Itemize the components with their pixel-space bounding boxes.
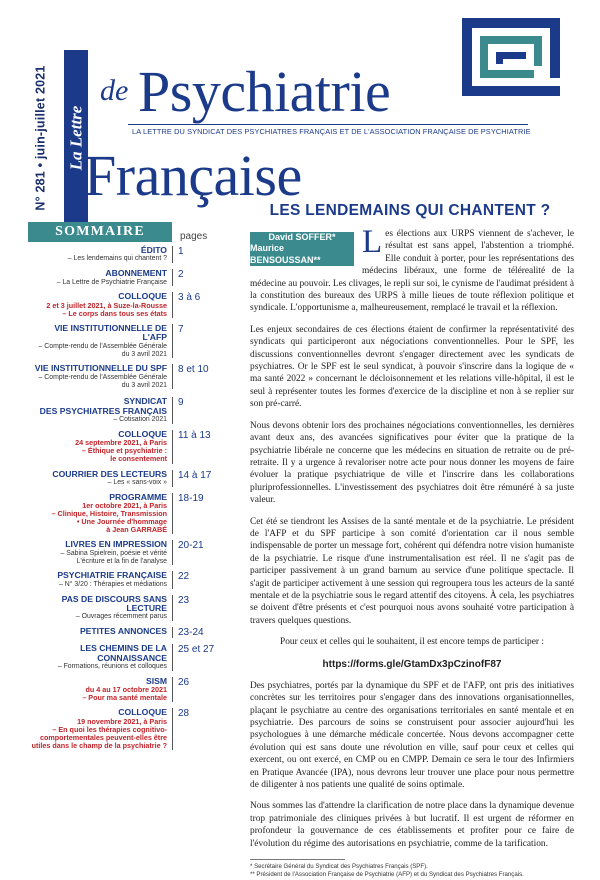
toc-heading: SISM [145,675,167,686]
toc-subtitle: – Sabina Spielrein, poésie et vérité [60,549,167,557]
toc-heading: VIE INSTITUTIONNELLE DE L'AFP [54,322,167,343]
toc-page-number: 3 à 6 [172,292,222,318]
toc-page-number: 23-24 [172,627,222,638]
paragraph: Nous sommes las d'attendre la clarification de notre place dans la dynamique devenue trop patrimoniale des cliniques privées à but lucratif. Il est urgent de réformer en profondeur la gouvernance de ces établissements et profiter pour ce faire de l'évolution du régime des autorisations en psychiatrie, comme de la tarification. [250,801,574,849]
la-lettre-label: La Lettre [66,105,86,170]
toc-subtitle: – Les « sans-voix » [107,478,167,486]
toc-page-number: 18-19 [172,493,222,535]
toc-item[interactable] [28,708,240,750]
toc-event-line: 2 et 3 juillet 2021, à Suze-la-Rousse [46,300,167,310]
toc-subtitle: – Ouvrages récemment parus [75,613,167,621]
toc-heading: LES CHEMINS DE LA CONNAISSANCE [80,643,167,663]
toc-heading: PSYCHIATRIE FRANÇAISE [57,570,167,581]
toc-page-number: 23 [172,595,222,622]
toc-event-line: • Une Journée d'hommage [76,517,167,527]
toc-heading: PAS DE DISCOURS SANS LECTURE [61,593,167,613]
toc-heading: COLLOQUE [118,291,167,302]
paragraph: Les enjeux secondaires de ces élections étaient de confirmer la représentativité des syndicats qui participeront aux négociations conventionnelles. Pour le SPF, les discussions conventionnelles devront s'engager directement avec les syndicats de psychiatres. Or le SPF est le seul syndicat, à pouvoir s'inscrire dans la logique de « ma santé 2022 » concernant le décloisonnement et les relations ville-hôpital, il est le seul à représenter toutes les formes d'exercice de la discipline et non à se replier sur son pré-carré. [250,324,574,410]
toc-subtitle: L'écriture et la fin de l'analyse [76,557,167,565]
toc-event-line: – Le corps dans tous ses états [62,308,167,318]
toc-page-number: 25 et 27 [172,644,222,671]
toc-page-number: 1 [172,246,222,263]
toc-item[interactable] [28,493,240,535]
footnote-1: * Secrétaire Général du Syndicat des Psychiatres Français (SPF). [250,863,428,871]
title-rule [128,124,528,125]
toc-heading: LIVRES EN IMPRESSION [65,539,167,550]
toc-item[interactable] [28,595,240,622]
toc-heading: SYNDICAT [123,396,167,407]
masthead-subtitle: LA LETTRE DU SYNDICAT DES PSYCHIATRES FRANÇAIS ET DE L'ASSOCIATION FRANÇAISE DE PSYCHIATRIE [132,127,531,136]
author-1: David SOFFER* [268,232,336,243]
paragraph: Cet été se tiendront les Assises de la santé mentale et de la psychiatrie. Le président de l'AFP et du SPF participe à son comité d'orientation car il nous semble indispensable de porter un message fort, cohérent qui défendra notre vision humaniste de la psychiatrie. Le risque d'une instrumentalisation est réel. Il ne s'agit pas de participer passivement à un grand barnum au service d'une politique spectacle. Il s'agit de participer activement à une session qui regroupera tous les acteurs de la santé mentale et de la psychiatrie sous le regard attentif des citoyens. À cela, les psychiatres se doivent d'être présents et c'est pourquoi nous avons souhaité votre participation à travers quelques questions. [250,516,574,626]
paragraph: Des psychiatres, portés par la dynamique du SPF et de l'AFP, ont pris des initiatives concrètes sur les territoires pour s'engager dans des innovations organisationnelles, plaçant le psychiatre au centre des organisations territoriales en santé mentale et en psychiatrie. Des parcours de soins se construisent pour associer aujourd'hui les psychologues à une démarche médicale concertée. Nous devons accompagner cette évolution qui est sans doute une révolution en ville, sauf pour ceux et celles qui exercent, ou ont exercé, en CMP ou en CMPP. Demain ce sera le tour des Infirmiers en Pratique Avancée (IPA), nous devrons leur trouver une place pour nous permettre de diligenter à nos patients une qualité de soins optimale. [250,680,574,791]
toc-page-number: 2 [172,269,222,286]
toc-subtitle: du 3 avril 2021 [121,381,167,389]
toc-heading: COLLOQUE [118,707,167,718]
toc-subtitle: – Formations, réunions et colloques [57,663,167,671]
toc-event-line: – En quoi les thérapies cognitivo- [52,724,167,734]
toc-page-number: 14 à 17 [172,470,222,487]
toc-subtitle: – N° 3/20 : Thérapies et médiations [59,580,167,588]
title-francaise: Française [84,143,302,208]
toc-event-line: 24 septembre 2021, à Paris [75,438,167,448]
toc-item[interactable] [28,292,240,318]
drop-cap: L [362,224,383,260]
toc-page-number: 11 à 13 [172,430,222,464]
toc-page-number: 9 [172,397,222,424]
toc-item[interactable] [28,246,240,263]
toc-subtitle: du 3 avril 2021 [121,350,167,358]
toc-item[interactable] [28,627,240,638]
toc-item[interactable] [28,324,240,358]
sommaire-title: SOMMAIRE [28,222,172,242]
footnote-rule [250,859,345,860]
toc-subtitle: – Les lendemains qui chantent ? [67,255,167,263]
spiral-logo-icon [462,18,560,96]
toc-page-number: 8 et 10 [172,364,222,389]
toc-heading: COURRIER DES LECTEURS [52,468,167,479]
toc-item[interactable] [28,470,240,487]
toc-event-line: 1er octobre 2021, à Paris [82,501,167,511]
toc-heading: ÉDITO [140,245,167,255]
toc-subtitle: – Cotisation 2021 [113,416,167,424]
toc-event-line: – Éthique et psychiatrie : [81,446,167,456]
toc-page-number: 26 [172,677,222,703]
toc-event-line: utiles dans le champ de la psychiatrie ? [31,741,167,751]
toc-event-line: 19 novembre 2021, à Paris [77,716,167,726]
paragraph: Nous devons obtenir lors des prochaines négociations conventionnelles, les dernières avant deux ans, des avancées significatives pour éviter que la pratique de la psychiatrie libérale ne concerne que les médecins en situation de retraite ou de pré-retraite. Il y a urgence à revaloriser notre acte pour nous donner les moyens de faire évoluer la pratique psychiatrique de ville et l'inscrire dans les collaborations pluriprofessionnelles. L'investissement des psychiatres doit être rémunéré à sa juste valeur. [250,420,574,506]
toc-event-line: – Pour ma santé mentale [82,693,167,703]
issue-label: N° 281 • juin-juillet 2021 [34,64,48,211]
toc-heading: ABONNEMENT [105,268,167,279]
title-de: de [100,74,129,107]
toc-page-number: 28 [172,708,222,750]
paragraph: Les élections aux URPS viennent de s'achever, le résultat est sans appel, l'abstention a triomphé. Elle conduit à porter, pour les représentations des médecins libéraux, une forme de télérealité de la médecine au pouvoir. Les clivages, le repli sur soi, le cynisme de l'audimat président à la constitution des bureaux des URPS à mille lieues de toute réflexion politique et syndicale. L'opportunisme a, malheureusement, remplacé le travail et la réflexion. [250,224,574,314]
toc-item[interactable] [28,430,240,464]
toc-heading: PROGRAMME [109,491,167,502]
toc-heading: DES PSYCHIATRES FRANÇAIS [39,405,167,416]
toc-subtitle: – Compte-rendu de l'Assemblée Générale [38,342,167,350]
survey-link[interactable]: https://forms.gle/GtamDx3pCzinofF87 [322,658,502,670]
pages-label: pages [180,231,208,242]
toc-item[interactable] [28,540,240,565]
toc-page-number: 7 [172,324,222,358]
article-body [250,224,574,880]
toc-event-line: – Clinique, Histoire, Transmission [51,509,167,519]
toc-item[interactable] [28,571,240,588]
toc-heading: VIE INSTITUTIONNELLE DU SPF [34,363,167,374]
toc-item[interactable] [28,644,240,671]
sommaire-panel [28,222,240,750]
toc-event-line: du 4 au 17 octobre 2021 [85,685,167,695]
toc-heading: COLLOQUE [118,428,167,439]
author-2: Maurice BENSOUSSAN** [250,243,321,265]
toc-event-line: à Jean GARRABÉ [106,525,167,535]
issue-number [22,50,60,225]
toc-subtitle: – Compte-rendu de l'Assemblée Générale [38,373,167,381]
article-title: LES LENDEMAINS QUI CHANTENT ? [269,202,551,219]
paragraph: Pour ceux et celles qui le souhaitent, il est encore temps de participer : [280,637,544,648]
toc-list [28,246,240,750]
footnote-2: ** Président de l'Association Française de Psychiatrie (AFP) et du Syndicat des Psychiatres Français. [250,871,524,879]
toc-event-line: le consentement [110,454,167,464]
toc-heading: PETITES ANNONCES [79,626,167,637]
toc-item[interactable] [28,269,240,286]
title-psychiatrie: Psychiatrie [138,59,391,124]
toc-event-line: comportementales peuvent-elles être [39,732,167,742]
toc-item[interactable] [28,397,240,424]
toc-item[interactable] [28,364,240,389]
toc-page-number: 20-21 [172,540,222,565]
toc-page-number: 22 [172,571,222,588]
toc-item[interactable] [28,677,240,703]
toc-subtitle: – La Lettre de Psychiatrie Française [56,278,167,286]
